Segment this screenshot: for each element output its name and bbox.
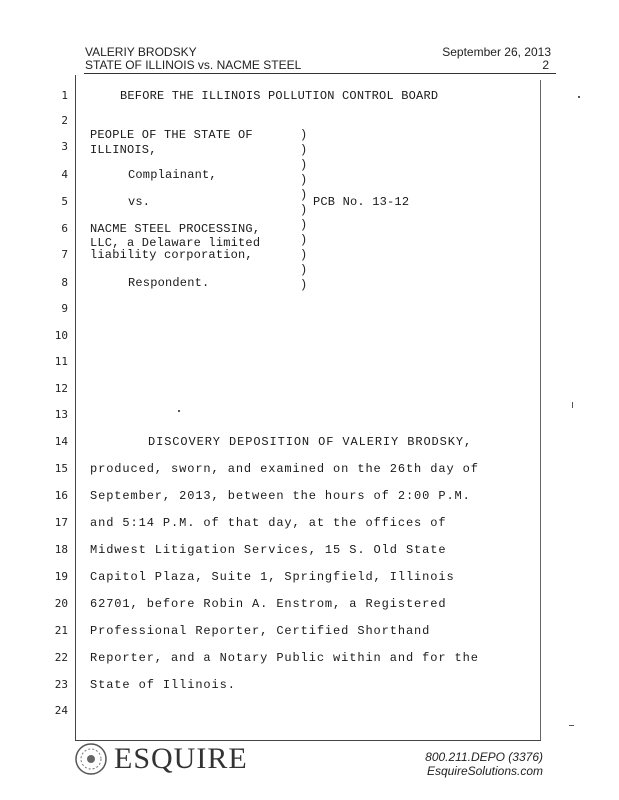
line-number: 16	[54, 489, 68, 502]
line-number: 22	[54, 651, 68, 664]
case-caption: STATE OF ILLINOIS vs. NACME STEEL	[85, 58, 302, 72]
header-rule	[84, 73, 556, 74]
caption-bracket: )	[300, 128, 308, 142]
line-number: 17	[54, 516, 68, 529]
caption-bracket: )	[300, 233, 308, 247]
body-line: and 5:14 P.M. of that day, at the offices of	[90, 516, 447, 530]
line-number: 3	[61, 140, 68, 153]
caption-bracket: )	[300, 263, 308, 277]
seal-icon	[74, 742, 108, 776]
caption-bracket: )	[300, 143, 308, 157]
versus-label: vs.	[128, 195, 151, 209]
body-line: September, 2013, between the hours of 2:00 P.M.	[90, 489, 471, 503]
page-number: 2	[542, 58, 549, 72]
caption-bracket: )	[300, 248, 308, 262]
line-number: 5	[61, 195, 68, 208]
line-number: 14	[54, 435, 68, 448]
line-number: 23	[54, 678, 68, 691]
line-number: 4	[61, 168, 68, 181]
line-number: 12	[54, 382, 68, 395]
left-margin-rule	[75, 75, 76, 741]
caption-bracket: )	[300, 218, 308, 232]
body-line: State of Illinois.	[90, 678, 236, 692]
line-number: 20	[54, 597, 68, 610]
body-line: Capitol Plaza, Suite 1, Springfield, Illinois	[90, 570, 455, 584]
deposition-date: September 26, 2013	[442, 45, 551, 59]
body-line: produced, sworn, and examined on the 26th day of	[90, 462, 479, 476]
line-number: 13	[54, 408, 68, 421]
line-number: 18	[54, 543, 68, 556]
body-line: Midwest Litigation Services, 15 S. Old State	[90, 543, 447, 557]
caption-bracket: )	[300, 188, 308, 202]
bottom-margin-rule	[75, 740, 541, 741]
caption-bracket: )	[300, 278, 308, 292]
line-number: 1	[61, 89, 68, 102]
complainant-label: Complainant,	[128, 168, 217, 182]
right-margin-rule	[540, 80, 541, 740]
body-line: 62701, before Robin A. Enstrom, a Registered	[90, 597, 447, 611]
line-number: 2	[61, 114, 68, 127]
body-line: Reporter, and a Notary Public within and for the	[90, 651, 479, 665]
caption-bracket: )	[300, 203, 308, 217]
witness-name: VALERIY BRODSKY	[85, 45, 197, 59]
respondent-caption: NACME STEEL PROCESSING, LLC, a Delaware limited	[90, 222, 261, 250]
line-number: 24	[54, 704, 68, 717]
line-number: 21	[54, 624, 68, 637]
line-number: 8	[61, 276, 68, 289]
caption-bracket: )	[300, 173, 308, 187]
caption-bracket: )	[300, 158, 308, 172]
line-number: 19	[54, 570, 68, 583]
line-number: 10	[54, 329, 68, 342]
website-link[interactable]: EsquireSolutions.com	[426, 764, 543, 778]
line-number: 15	[54, 462, 68, 475]
body-line: Professional Reporter, Certified Shorthand	[90, 624, 431, 638]
line-number: 11	[54, 355, 68, 368]
case-number: PCB No. 13-12	[313, 195, 410, 209]
deposition-title: DISCOVERY DEPOSITION OF VALERIY BRODSKY,	[148, 435, 473, 449]
board-heading: BEFORE THE ILLINOIS POLLUTION CONTROL BOARD	[120, 89, 439, 103]
respondent-caption-cont: liability corporation,	[90, 248, 253, 262]
line-number: 6	[61, 222, 68, 235]
esquire-logo	[74, 742, 248, 776]
line-number: 9	[61, 302, 68, 315]
phone-number: 800.211.DEPO (3376)	[425, 750, 543, 764]
respondent-label: Respondent.	[128, 276, 210, 290]
line-number: 7	[61, 248, 68, 261]
logo-wordmark: ESQUIRE	[114, 742, 248, 775]
plaintiff-caption: PEOPLE OF THE STATE OF ILLINOIS,	[90, 128, 253, 157]
